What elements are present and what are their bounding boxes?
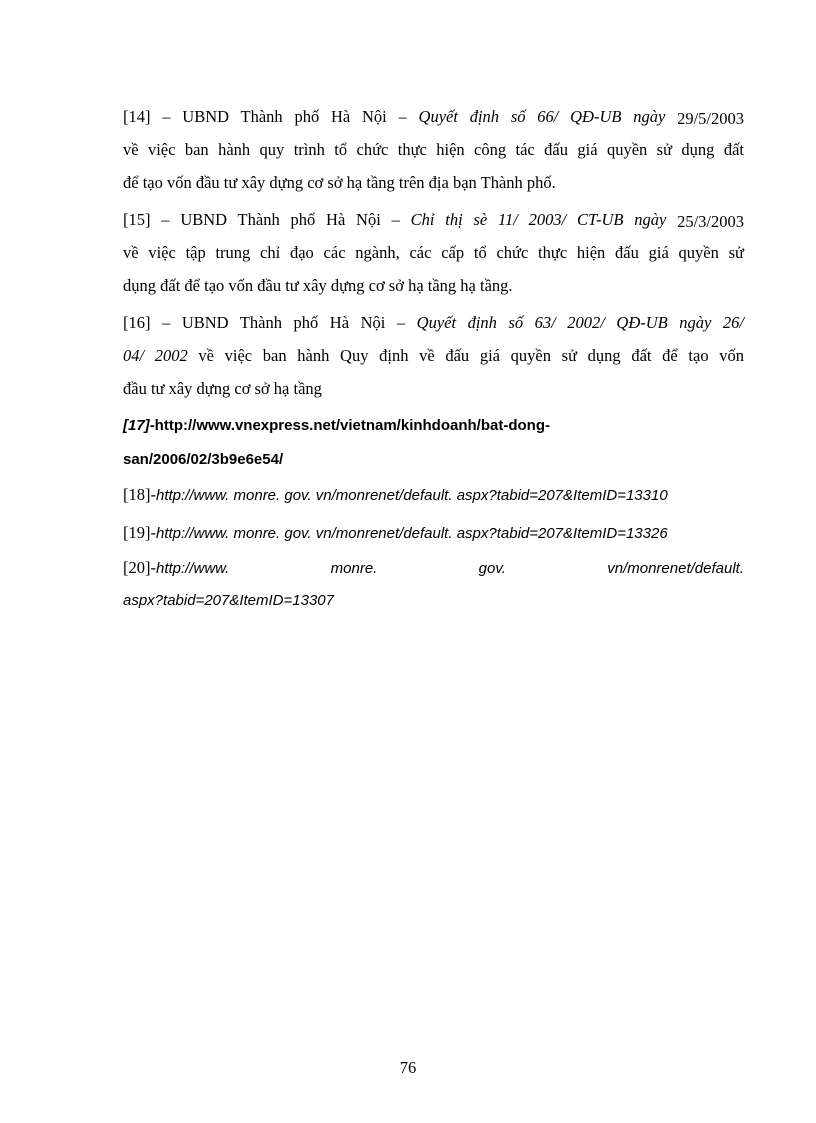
reference-number: [16] <box>123 313 151 332</box>
reference-date: 25/3/2003 <box>677 212 744 231</box>
reference-20-line-2 <box>123 584 744 616</box>
reference-18-line-1 <box>123 479 744 511</box>
reference-url-link[interactable]: -http://www.vnexpress.net/vietnam/kinhdoanh/bat-dong- <box>149 417 550 434</box>
reference-15-line-1 <box>123 203 744 236</box>
reference-17-line-2 <box>123 442 744 476</box>
reference-18 <box>123 479 744 511</box>
reference-description: về việc ban hành Quy định về đấu giá quyền sử dụng đất để tạo vốn <box>187 346 744 365</box>
reference-19-line-1 <box>123 517 744 549</box>
reference-number: [18]- <box>123 485 156 504</box>
reference-14-line-2: về việc ban hành quy trình tổ chức thực hiện công tác đấu giá quyền sử dụng đất <box>123 140 744 159</box>
reference-date: 04/ 2002 <box>123 346 188 365</box>
reference-author: – UBND Thành phố Hà Nội – <box>150 313 417 332</box>
reference-number: [20]- <box>123 558 156 577</box>
reference-14-line-1 <box>123 100 744 133</box>
reference-16-line-3: đầu tư xây dựng cơ sở hạ tầng <box>123 379 322 398</box>
reference-14-line-3: để tạo vốn đầu tư xây dựng cơ sở hạ tầng trên địa bạn Thành phố. <box>123 173 556 192</box>
reference-20-line-1 <box>123 552 744 584</box>
reference-20 <box>123 552 744 616</box>
reference-14 <box>123 100 744 199</box>
reference-16 <box>123 306 744 405</box>
reference-number: [17] <box>123 417 150 434</box>
reference-17-line-1 <box>123 408 744 442</box>
reference-url-link-continued[interactable]: san/2006/02/3b9e6e54/ <box>123 451 284 468</box>
reference-document: Quyết định số 66/ QĐ-UB ngày <box>418 107 678 126</box>
reference-url-link-continued[interactable]: aspx?tabid=207&ItemID=13307 <box>123 592 334 609</box>
reference-19 <box>123 517 744 549</box>
reference-17 <box>123 408 744 476</box>
reference-number: [15] <box>123 210 151 229</box>
reference-15-line-2: về việc tập trung chỉ đạo các ngành, các cấp tổ chức thực hiện đấu giá quyền sử <box>123 243 744 262</box>
reference-number: [14] <box>123 107 151 126</box>
reference-date: 29/5/2003 <box>677 109 744 128</box>
reference-author: – UBND Thành phố Hà Nội – <box>150 210 411 229</box>
reference-16-line-1 <box>123 306 744 339</box>
reference-document: Quyết định số 63/ 2002/ QĐ-UB ngày 26/ <box>416 313 744 332</box>
reference-15-line-3: dụng đất để tạo vốn đầu tư xây dựng cơ sở hạ tầng hạ tầng. <box>123 276 513 295</box>
reference-url-link[interactable]: http://www. monre. gov. vn/monrenet/default. aspx?tabid=207&ItemID=13310 <box>155 487 668 504</box>
reference-author: – UBND Thành phố Hà Nội – <box>150 107 419 126</box>
reference-16-line-2 <box>123 339 744 372</box>
reference-url-link[interactable]: http://www. monre. gov. vn/monrenet/default. <box>155 560 744 577</box>
reference-number: [19]- <box>123 523 156 542</box>
reference-15 <box>123 203 744 302</box>
reference-url-link[interactable]: http://www. monre. gov. vn/monrenet/default. aspx?tabid=207&ItemID=13326 <box>155 525 668 542</box>
reference-document: Chỉ thị sè 11/ 2003/ CT-UB ngày <box>410 210 678 229</box>
page-number: 76 <box>399 1058 417 1077</box>
